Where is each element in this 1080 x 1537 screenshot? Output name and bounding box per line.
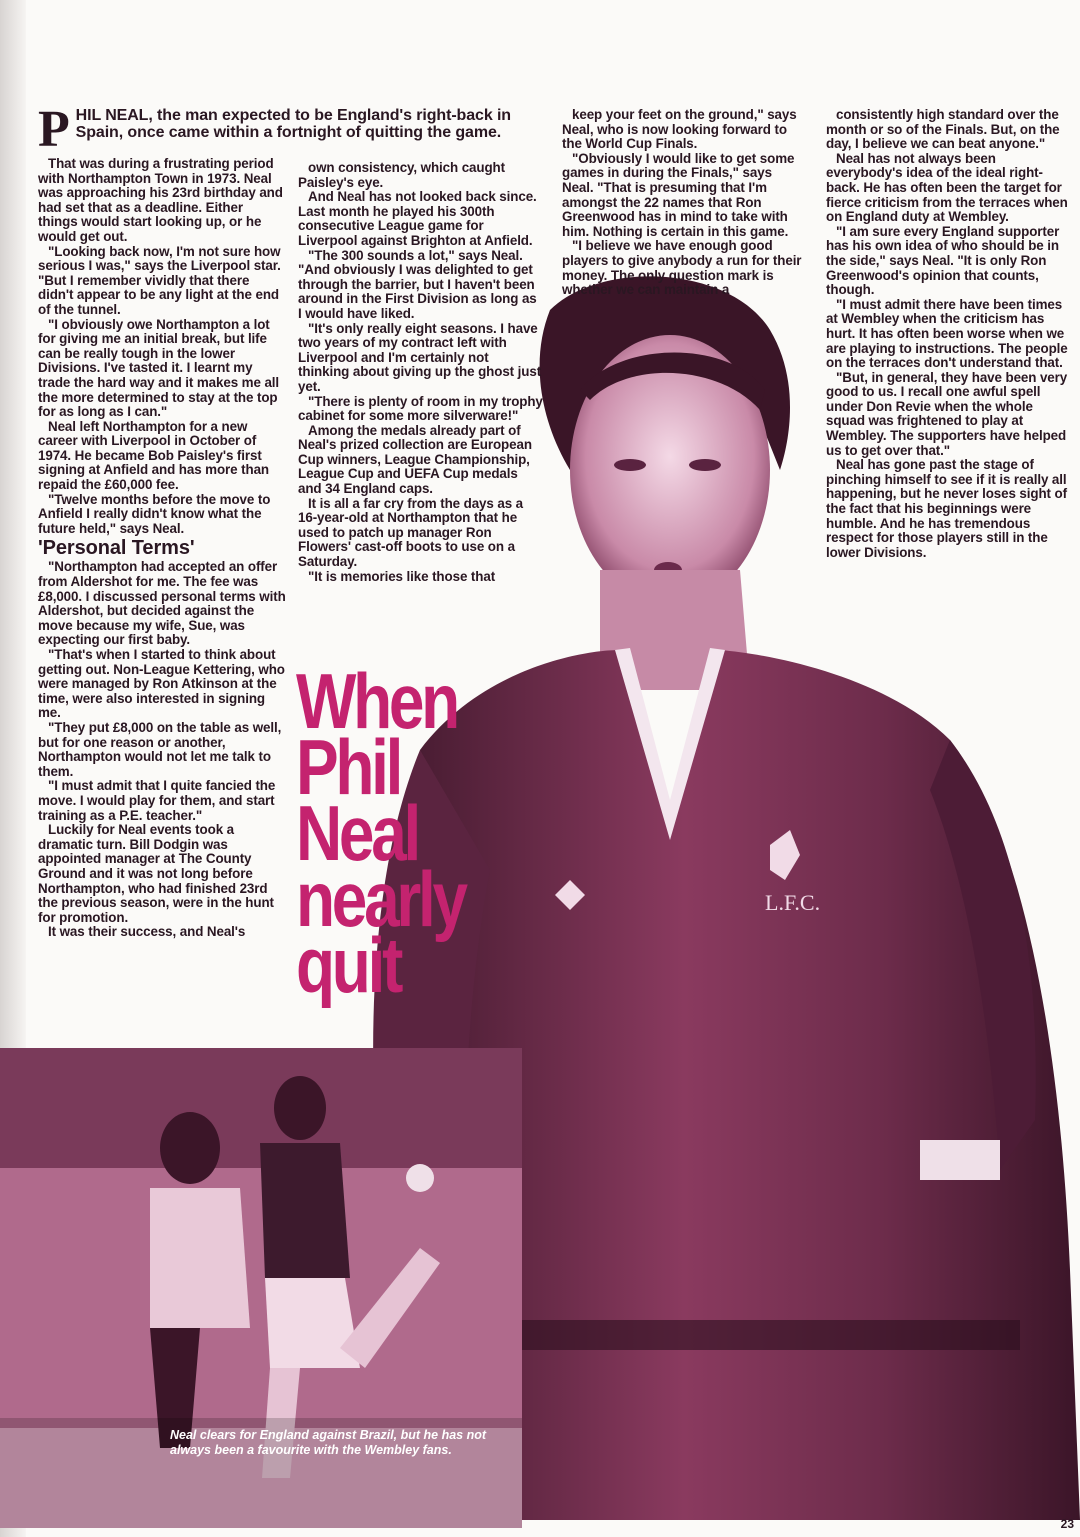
paragraph: own consistency, which caught Paisley's eye. <box>298 160 505 190</box>
headline-line: nearly <box>296 855 465 943</box>
drop-cap: P <box>38 101 70 158</box>
paragraph: "It is memories like those that <box>308 568 496 584</box>
paragraph: Luckily for Neal events took a dramatic turn. Bill Dodgin was appointed manager at The County Ground and it was not long before Northampton, who had finished 23rd the previous season, were in the hunt for promotion. <box>38 822 274 925</box>
paragraph: It is all a far cry from the days as a 16-year-old at Northampton that he used to patch up manager Ron Flowers' cast-off boots to use on a Saturday. <box>298 495 524 570</box>
headline <box>296 657 465 1009</box>
paragraph: And Neal has not looked back since. Last month he played his 300th consecutive League game for Liverpool against Brighton at Anfield. <box>298 189 537 248</box>
headline-line: quit <box>296 921 401 1009</box>
paragraph: Among the medals already part of Neal's prized collection are European Cup winners, League Championship, League Cup and UEFA Cup medals and 34 England caps. <box>298 422 532 497</box>
article-column-4 <box>826 108 1074 560</box>
article-lead <box>38 101 558 158</box>
paragraph: Neal left Northampton for a new career with Liverpool in October of 1974. He became Bob Paisley's first signing at Anfield and has more than repaid the £60,000 fee. <box>38 418 270 493</box>
headline-line: Neal <box>296 789 418 877</box>
paragraph: "I must admit that I quite fancied the move. I would play for them, and start training as a P.E. teacher." <box>38 778 276 823</box>
paragraph: "Looking back now, I'm not sure how serious I was," says the Liverpool star. "But I remember vividly that there didn't appear to be any light at the end of the tunnel. <box>38 243 281 317</box>
page-number: 23 <box>1060 1517 1074 1531</box>
paragraph: Neal has not always been everybody's idea of the ideal right-back. He has often been the target for fierce criticism from the terraces when on England duty at Wembley. <box>826 150 1068 225</box>
paragraph: "Northampton had accepted an offer from Aldershot for me. The fee was £8,000. I discussed personal terms with Aldershot, but decided against the move because my wife, Sue, was expecting our first baby. <box>38 559 286 648</box>
paragraph: It was their success, and Neal's <box>48 924 246 940</box>
paragraph: "But, in general, they have been very good to us. I recall one awful spell under Don Revie when the whole squad was frightened to play at Wembley. The supporters have helped us to get over that." <box>826 369 1068 458</box>
headline-line: When <box>296 657 457 745</box>
paragraph: "Obviously I would like to get some games in during the Finals," says Neal. "That is presuming that I'm amongst the 22 names that Ron Greenwood has in mind to take with him. Nothing is certain in this game. <box>562 150 795 239</box>
lead-text: HIL NEAL, the man expected to be England's right-back in Spain, once came within a fortnight of quitting the game. <box>75 107 511 141</box>
paragraph: Neal has gone past the stage of pinching himself to see if it is really all happening, but he never loses sight of the fact that his beginnings were humble. And he has tremendous respect for those players still in the lower Divisions. <box>826 457 1067 560</box>
paragraph: "There is plenty of room in my trophy cabinet for some more silverware!" <box>298 393 543 424</box>
paragraph: "Twelve months before the move to Anfield I really didn't know what the future held," says Neal. <box>38 491 271 536</box>
paragraph: "They put £8,000 on the table as well, but for one reason or another, Northampton would not let me talk to them. <box>38 719 282 779</box>
subheading: 'Personal Terms' <box>38 537 195 560</box>
paragraph: "I must admit there have been times at Wembley when the criticism has hurt. It has often been worse when we are playing to instructions. The people on the terraces don't understand that. <box>826 296 1068 371</box>
paragraph: "It's only really eight seasons. I have two years of my contract left with Liverpool and I'm certainly not thinking about giving up the ghost just yet. <box>298 320 542 394</box>
paragraph: consistently high standard over the month or so of the Finals. But, on the day, I believe we can beat anyone." <box>826 107 1060 152</box>
paragraph: "I believe we have enough good players to give anybody a run for their money. The only question mark is whether we can maintain a <box>562 238 802 298</box>
photo-caption: Neal clears for England against Brazil, but he has not always been a favourite with the Wembley fans. <box>170 1428 487 1457</box>
svg-text:L.F.C.: L.F.C. <box>765 890 821 915</box>
article-column-2 <box>298 161 543 584</box>
paragraph: "That's when I started to think about getting out. Non-League Kettering, who were managed by Ron Atkinson at the time, were also interested in signing me. <box>38 647 285 721</box>
paragraph: keep your feet on the ground," says Neal, who is now looking forward to the World Cup Finals. <box>562 107 797 152</box>
paragraph: "I am sure every England supporter has his own idea of who should be in the side," says Neal. "It is only Ron Greenwood's opinion that counts, though. <box>826 223 1060 298</box>
paragraph: That was during a frustrating period with Northampton Town in 1973. Neal was approaching his 23rd birthday and had set that as a deadline. Either things would start looking up, or he would get out. <box>38 156 283 244</box>
article-column-3 <box>562 108 802 298</box>
headline-line: Phil <box>296 723 401 811</box>
paragraph: "The 300 sounds a lot," says Neal. "And obviously I was delighted to get through the barrier, but I haven't been around in the First Division as long as I would have liked. <box>298 247 537 321</box>
paragraph: "I obviously owe Northampton a lot for giving me an initial break, but life can be really tough in the lower Divisions. I've tasted it. I learnt my trade the hard way and it makes me all the more determined to stay at the top for as long as I can." <box>38 316 280 420</box>
article-column-1-body <box>38 157 286 940</box>
article-column-1 <box>38 101 558 158</box>
